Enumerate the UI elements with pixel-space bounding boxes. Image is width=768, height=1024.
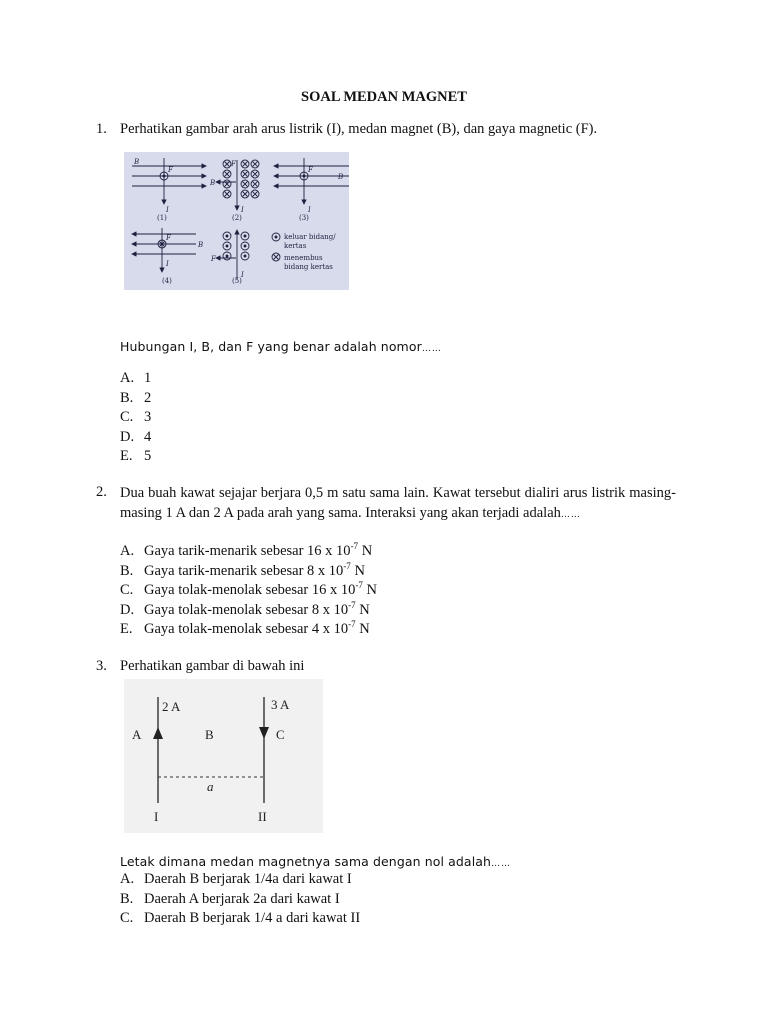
question-text: Dua buah kawat sejajar berjara 0,5 m satu sama lain. Kawat tersebut dialiri arus listrik masing-masing 1 A dan 2 A pada arah yang sama. Interaksi yang akan terjadi adalah: [120, 485, 676, 521]
symbol-i-label: I: [241, 206, 244, 214]
question-text: Perhatikan gambar di bawah ini: [120, 658, 305, 674]
option-a[interactable]: [120, 870, 360, 890]
page-title: SOAL MEDAN MAGNET: [301, 89, 467, 105]
option-letter: E.: [120, 621, 133, 638]
symbol-i-label: I: [308, 206, 311, 214]
symbol-f-label: F: [211, 255, 216, 263]
question-2-options: [120, 542, 377, 640]
option-text: 3: [144, 409, 152, 426]
parallel-wires-diagram: [124, 679, 323, 833]
option-letter: D.: [120, 601, 135, 618]
legend-in-line-1: menembus: [284, 254, 323, 262]
region-a-label: A: [132, 727, 142, 742]
current-2-label: 3 A: [271, 697, 290, 712]
option-text: Daerah A berjarak 2a dari kawat I: [144, 890, 340, 907]
text-dots: ……: [560, 510, 581, 520]
option-letter: B.: [120, 562, 134, 579]
legend-in-line-2: bidang kertas: [284, 263, 333, 271]
symbol-b-label: B: [134, 158, 140, 166]
option-text: 5: [144, 448, 152, 465]
symbol-i-label: I: [166, 260, 169, 268]
option-exponent: -7: [348, 599, 356, 610]
option-b[interactable]: [120, 890, 360, 910]
dot-icon: [163, 175, 165, 177]
dot-icon: [303, 175, 305, 177]
option-unit: N: [359, 621, 370, 638]
option-unit: N: [361, 543, 373, 559]
option-text: Gaya tolak-menolak sebesar 16 x 10: [144, 582, 356, 599]
option-letter: B.: [120, 890, 134, 907]
question-number: 3.: [96, 658, 107, 674]
diagram-label: (4): [162, 277, 172, 285]
question-prompt: Hubungan I, B, dan F yang benar adalah nomor: [120, 339, 422, 354]
option-text: Gaya tarik-menarik sebesar 16 x 10: [144, 543, 351, 559]
diagram-label: (3): [299, 214, 309, 222]
prompt-dots: ……: [491, 859, 512, 869]
diagram-5: [216, 230, 249, 280]
diagram-4: [132, 228, 196, 272]
question-number: 1.: [96, 121, 107, 137]
option-letter: C.: [120, 409, 134, 426]
option-unit: N: [366, 582, 377, 599]
diagram-label: (5): [232, 277, 242, 285]
option-a[interactable]: [120, 542, 377, 562]
question-2: [96, 483, 676, 543]
diagram-label: (1): [157, 214, 167, 222]
symbol-b-label: B: [338, 173, 344, 181]
magnetic-force-diagrams: [124, 152, 349, 290]
option-exponent: -7: [355, 580, 363, 591]
diagram-label: (2): [232, 214, 242, 222]
legend-out-line-1: keluar bidang/: [284, 233, 336, 241]
option-d[interactable]: [120, 428, 151, 448]
option-text: 1: [144, 370, 152, 386]
option-text: Gaya tolak-menolak sebesar 4 x 10: [144, 621, 349, 638]
figure-3-svg: [124, 679, 323, 833]
option-letter: C.: [120, 910, 134, 927]
option-e[interactable]: [120, 620, 377, 640]
option-letter: C.: [120, 582, 134, 599]
question-3: [96, 657, 676, 677]
wire-1-label: I: [154, 809, 159, 824]
option-unit: N: [354, 562, 365, 579]
diagram-1: [132, 158, 206, 204]
down-arrow-icon: [259, 727, 269, 739]
question-text-block: [120, 483, 676, 525]
symbol-f-label: F: [168, 166, 173, 174]
option-letter: E.: [120, 448, 133, 465]
question-text: Perhatikan gambar arah arus listrik (I), medan magnet (B), dan gaya magnetic (F).: [120, 121, 598, 137]
symbol-f-label: F: [166, 234, 171, 242]
option-exponent: -7: [348, 619, 356, 630]
option-c[interactable]: [120, 408, 151, 428]
option-e[interactable]: [120, 447, 151, 467]
option-letter: D.: [120, 428, 135, 445]
up-arrow-icon: [153, 727, 163, 739]
option-text: 2: [144, 389, 152, 406]
current-1-label: 2 A: [162, 699, 181, 714]
cross-symbol-column: [223, 160, 259, 198]
option-text: 4: [144, 428, 152, 445]
question-prompt: Letak dimana medan magnetnya sama dengan nol adalah: [120, 854, 492, 869]
option-letter: B.: [120, 389, 134, 406]
option-letter: A.: [120, 370, 135, 386]
symbol-b-label: B: [198, 241, 204, 249]
question-number: 2.: [96, 484, 107, 500]
question-3-options: [120, 870, 360, 929]
question-3-prompt: [120, 852, 680, 872]
option-c[interactable]: [120, 909, 360, 929]
symbol-i-label: I: [241, 271, 244, 279]
option-exponent: -7: [343, 560, 351, 571]
symbol-f-label: F: [308, 166, 313, 174]
option-letter: A.: [120, 543, 135, 559]
region-c-label: C: [276, 727, 285, 742]
symbol-i-label: I: [166, 206, 169, 214]
prompt-dots: ……: [421, 344, 442, 354]
option-a[interactable]: [120, 369, 151, 389]
symbol-f-label: F: [231, 160, 236, 168]
question-1-options: [120, 369, 151, 467]
option-exponent: -7: [350, 541, 359, 551]
legend-out-line-2: kertas: [284, 242, 307, 250]
figure-1-svg: [124, 152, 349, 290]
legend-symbols: [272, 233, 280, 261]
option-text: Daerah B berjarak 1/4a dari kawat I: [144, 871, 352, 887]
option-text: Gaya tarik-menarik sebesar 8 x 10: [144, 562, 344, 579]
question-1: [96, 120, 676, 140]
region-b-label: B: [205, 727, 214, 742]
distance-label: a: [207, 779, 214, 794]
symbol-b-label: B: [210, 179, 216, 187]
option-d[interactable]: [120, 601, 377, 621]
question-1-prompt: [120, 337, 680, 357]
diagram-2: [216, 160, 259, 210]
option-c[interactable]: [120, 581, 377, 601]
option-text: Gaya tolak-menolak sebesar 8 x 10: [144, 601, 349, 618]
option-text: Daerah B berjarak 1/4 a dari kawat II: [144, 910, 361, 927]
diagram-3: [274, 158, 349, 204]
option-letter: A.: [120, 871, 135, 887]
option-unit: N: [359, 601, 370, 618]
option-b[interactable]: [120, 389, 151, 409]
option-b[interactable]: [120, 562, 377, 582]
wire-2-label: II: [258, 809, 267, 824]
